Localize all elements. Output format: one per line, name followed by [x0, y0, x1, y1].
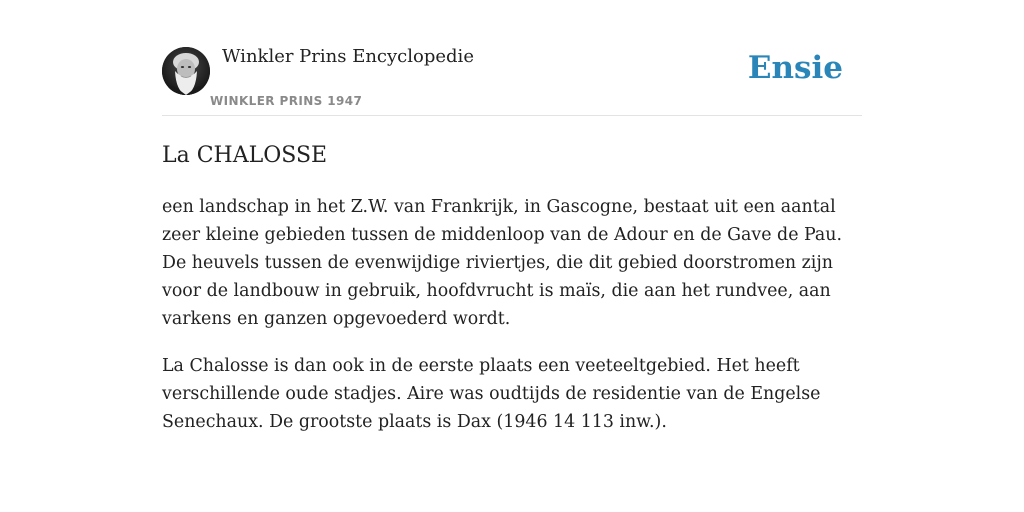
- entry-paragraph-2: La Chalosse is dan ook in de eerste plaats een veeteeltgebied. Het heeft verschillende oude stadjes. Aire was oudtijds de residentie van de Engelse Senechaux. De grootste plaats is Dax (1946 14 113 inw.).: [162, 356, 821, 432]
- site-logo[interactable]: Ensie: [747, 50, 843, 86]
- header: [162, 0, 862, 116]
- avatar[interactable]: [162, 47, 210, 95]
- entry-title: La CHALOSSE: [162, 143, 328, 168]
- publication-subtitle: WINKLER PRINS 1947: [210, 94, 363, 108]
- page-container: [162, 0, 862, 436]
- bearded-man-portrait-icon: [162, 47, 210, 95]
- entry-paragraph-1: een landschap in het Z.W. van Frankrijk, in Gascogne, bestaat uit een aantal zeer kleine gebieden tussen de middenloop van de Adour en de Gave de Pau. De heuvels tussen de evenwijdige riviertjes, die dit gebied doorstromen zijn voor de landbouw in gebruik, hoofdvrucht is maïs, die aan het rundvee, aan varkens en ganzen opgevoederd wordt.: [162, 197, 843, 329]
- publication-title[interactable]: Winkler Prins Encyclopedie: [222, 46, 474, 67]
